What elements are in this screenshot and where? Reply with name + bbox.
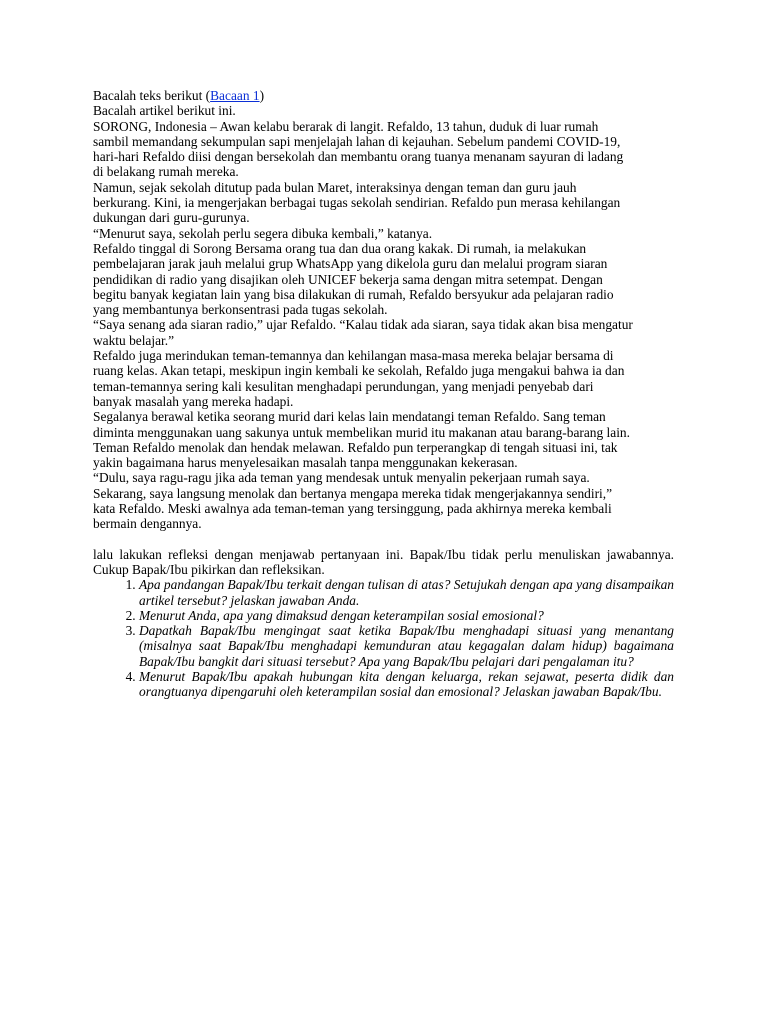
article-paragraph: Refaldo juga merindukan teman-temannya dan kehilangan masa-masa mereka belajar bersama di ruang kelas. Akan tetapi, meskipun ingin kembali ke sekolah, Refaldo juga mengakui bahwa ia dan teman-temannya sering kali kesulitan menghadapi perundungan, yang menjadi penyebab dari banyak masalah yang mereka hadapi. bbox=[93, 348, 625, 409]
question-item: 4. Menurut Bapak/Ibu apakah hubungan kita dengan keluarga, rekan sejawat, peserta didik dan orangtuanya dipengaruhi oleh keterampilan sosial dan emosional? Jelaskan jawaban Bapak/Ibu. bbox=[139, 669, 674, 700]
blank-line bbox=[93, 532, 674, 547]
article-paragraph: SORONG, Indonesia – Awan kelabu berarak di langit. Refaldo, 13 tahun, duduk di luar rumah sambil memandang sekumpulan sapi menjelajah lahan di kejauhan. Sebelum pandemi COVID-19, hari-hari Refaldo diisi dengan bersekolah dan membantu orang tuanya menanam sayuran di ladang di belakang rumah mereka. bbox=[93, 118, 624, 180]
article-quote: “Dulu, saya ragu-ragu jika ada teman yang mendesak untuk menyalin pekerjaan rumah saya. Sekarang, saya langsung menolak dan bertanya mengapa mereka tidak mengerjakannya sendiri,” kata Refaldo. Meski awalnya ada teman-teman yang tersinggung, pada akhirnya mereka kembali bermain dengannya. bbox=[93, 470, 613, 532]
article-paragraph: Segalanya berawal ketika seorang murid dari kelas lain mendatangi teman Refaldo. Sang teman diminta menggunakan uang sakunya untuk membelikan murid itu makanan atau barang-barang lain. Teman Refaldo menolak dan hendak melawan. Refaldo pun terperangkap di tengah situasi ini, tak yakin bagaimana harus menyelesaikan masalah tanpa menggunakan kekerasan. bbox=[93, 409, 630, 471]
bacaan-1-link[interactable]: Bacaan 1 bbox=[210, 88, 260, 103]
question-list bbox=[93, 577, 674, 699]
article-instruction: Bacalah artikel berikut ini. bbox=[93, 103, 236, 119]
question-item: 2. Menurut Anda, apa yang dimaksud dengan keterampilan sosial emosional? bbox=[139, 608, 674, 623]
intro-suffix: ) bbox=[259, 88, 265, 103]
intro-line bbox=[93, 88, 633, 103]
article-paragraph: Namun, sejak sekolah ditutup pada bulan Maret, interaksinya dengan teman dan guru jauh berkurang. Kini, ia mengerjakan berbagai tugas sekolah sendirian. Refaldo pun merasa kehilangan dukungan dari guru-gurunya. bbox=[93, 179, 621, 226]
reflection-instruction: lalu lakukan refleksi dengan menjawab pertanyaan ini. Bapak/Ibu tidak perlu menuliskan jawabannya. Cukup Bapak/Ibu pikirkan dan refleksikan. bbox=[93, 546, 674, 577]
question-item: 1. Apa pandangan Bapak/Ibu terkait dengan tulisan di atas? Setujukah dengan apa yang disampaikan artikel tersebut? jelaskan jawaban Anda. bbox=[139, 577, 674, 608]
article-section bbox=[93, 88, 674, 532]
article-paragraph: Refaldo tinggal di Sorong Bersama orang tua dan dua orang kakak. Di rumah, ia melakukan pembelajaran jarak jauh melalui grup WhatsApp yang dikelola guru dan melalui program siaran pendidikan di radio yang disajikan oleh UNICEF bekerja sama dengan mitra setempat. Dengan begitu banyak kegiatan lain yang bisa dilakukan di rumah, Refaldo bersyukur ada pelajaran radio yang membantunya berkonsentrasi pada tugas sekolah. bbox=[93, 240, 614, 318]
question-item: 3. Dapatkah Bapak/Ibu mengingat saat ketika Bapak/Ibu menghadapi situasi yang menantang (misalnya saat Bapak/Ibu menghadapi kemunduran atau kegagalan dalam hidup) bagaimana Bapak/Ibu bangkit dari situasi tersebut? Apa yang Bapak/Ibu pelajari dari pengalaman itu? bbox=[139, 623, 674, 669]
document-page bbox=[93, 88, 674, 700]
article-quote: “Menurut saya, sekolah perlu segera dibuka kembali,” katanya. bbox=[93, 225, 433, 241]
intro-prefix: Bacalah teks berikut ( bbox=[93, 88, 211, 103]
article-quote: “Saya senang ada siaran radio,” ujar Refaldo. “Kalau tidak ada siaran, saya tidak akan bisa mengatur waktu belajar.” bbox=[93, 317, 633, 348]
